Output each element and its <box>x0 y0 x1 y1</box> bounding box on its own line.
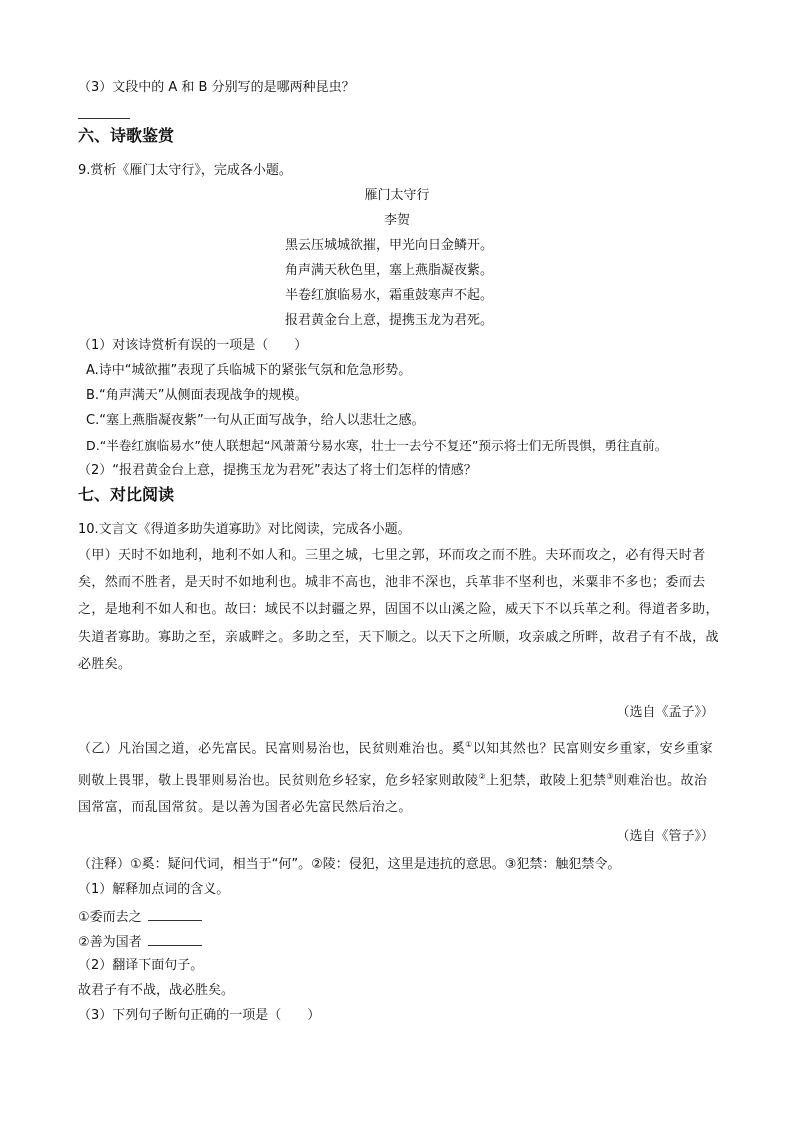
annotation-notes: （注释）①奚：疑问代词，相当于“何”。②陵：侵犯，这里是违抗的意思。③犯禁：触犯禁令。 <box>78 857 621 872</box>
question-10-1: （1）解释加点词的含义。 <box>78 882 230 897</box>
question-9-1: （1）对该诗赏析有误的一项是（ ） <box>78 338 308 353</box>
note-marker: ③ <box>606 771 614 781</box>
poem-author: 李贺 <box>383 213 410 228</box>
note-marker: ② <box>478 771 487 781</box>
passage-yi-source: （选自《管子》） <box>616 829 714 844</box>
option-b: B.“角声满天”从侧面表现战争的规模。 <box>86 388 308 403</box>
passage-jia: （甲）天时不如地利，地利不如人和。三里之城，七里之郭，环而攻之而不胜。夫环而攻之，必有得天时者矣，然而不胜者，是天时不如地利也。城非不高也，池非不深也，兵革非不坚利也，米粟非不多也；委而去之，是地利不如人和也。故曰：域民不以封疆之界，固国不以山溪之险，威天下不以兵革之利。得道者多助，失道者寡助。寡助之至，亲戚畔之。多助之至，天下顺之。以天下之所顺，攻亲戚之所畔，故君子有不战，战必胜矣。 <box>78 548 719 672</box>
question-10-2: （2）翻译下面句子。 <box>78 958 204 973</box>
poem-line: 报君黄金台上意，提携玉龙为君死。 <box>285 313 494 328</box>
answer-blank[interactable] <box>148 907 202 921</box>
note-marker: ① <box>465 740 473 749</box>
section-heading-poetry: 六、诗歌鉴赏 <box>78 126 175 145</box>
question-9-intro: 9.赏析《雁门太守行》，完成各小题。 <box>78 163 292 178</box>
section-heading-comparison: 七、对比阅读 <box>78 485 175 504</box>
poem-line: 角声满天秋色里，塞上燕脂凝夜紫。 <box>285 263 494 278</box>
answer-blank[interactable] <box>148 932 202 946</box>
translate-sentence: 故君子有不战，战必胜矣。 <box>78 983 235 998</box>
question-5-3: （3）文段中的 A 和 B 分别写的是哪两种昆虫？ <box>78 80 355 95</box>
vocab-item-1: ①委而去之 <box>78 907 202 927</box>
question-10-3: （3）下列句子断句正确的一项是（ ） <box>78 1008 321 1023</box>
vocab-item-2: ②善为国者 <box>78 932 202 952</box>
passage-jia-source: （选自《孟子》） <box>616 705 714 720</box>
option-d: D.“半卷红旗临易水”使人联想起“风萧萧兮易水寒，壮士一去兮不复还”预示将士们无所畏惧，勇往直前。 <box>86 438 668 453</box>
passage-yi: （乙）凡治国之道，必先富民。民富则易治也，民贫则难治也。奚①以知其然也？民富则安乡重家，安乡重家则敬上畏罪，敬上畏罪则易治也。民贫则危乡轻家，危乡轻家则敢陵②上犯禁，敢陵上犯禁③则难治也。故治国常富，而乱国常贫。是以善为国者必先富民然后治之。 <box>78 740 713 816</box>
question-10-intro: 10.文言文《得道多助失道寡助》对比阅读，完成各小题。 <box>78 522 411 537</box>
poem-line: 黑云压城城欲摧，甲光向日金鳞开。 <box>285 238 494 253</box>
poem-title: 雁门太守行 <box>364 188 430 203</box>
question-9-2: （2）“报君黄金台上意，提携玉龙为君死”表达了将士们怎样的情感？ <box>78 463 477 478</box>
answer-line <box>78 118 130 119</box>
poem-line: 半卷红旗临易水，霜重鼓寒声不起。 <box>285 288 494 303</box>
option-a: A.诗中“城欲摧”表现了兵临城下的紧张气氛和危急形势。 <box>86 363 412 378</box>
option-c: C.“塞上燕脂凝夜紫”一句从正面写战争，给人以悲壮之感。 <box>86 413 425 428</box>
